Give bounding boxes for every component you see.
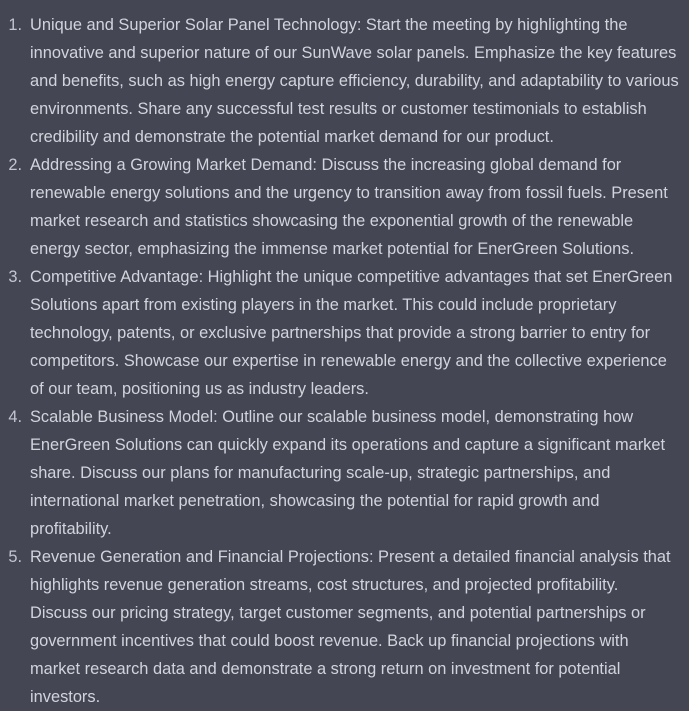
numbered-list [0,11,679,711]
assistant-message [0,11,689,711]
list-item-number: 2. [8,156,22,174]
list-item-text: Addressing a Growing Market Demand: Discuss the increasing global demand for renewable energy solutions and the urgency to transition away from fossil fuels. Present market research and statistics showcasing the exponential growth of the renewable energy sector, emphasizing the immense market potential for EnerGreen Solutions. [30,156,668,258]
list-item [0,151,679,263]
list-item [0,543,679,711]
list-item [0,11,679,151]
list-item-number: 4. [8,408,22,426]
list-item-number: 5. [8,548,22,566]
list-item [0,263,679,403]
list-item [0,403,679,543]
list-item-text: Competitive Advantage: Highlight the unique competitive advantages that set EnerGreen Solutions apart from existing players in the market. This could include proprietary technology, patents, or exclusive partnerships that provide a strong barrier to entry for competitors. Showcase our expertise in renewable energy and the collective experience of our team, positioning us as industry leaders. [30,268,673,398]
list-item-text: Scalable Business Model: Outline our scalable business model, demonstrating how EnerGreen Solutions can quickly expand its operations and capture a significant market share. Discuss our plans for manufacturing scale-up, strategic partnerships, and international market penetration, showcasing the potential for rapid growth and profitability. [30,408,666,538]
list-item-number: 1. [8,16,22,34]
list-item-text: Revenue Generation and Financial Projections: Present a detailed financial analysis that highlights revenue generation streams, cost structures, and projected profitability. Discuss our pricing strategy, target customer segments, and potential partnerships or government incentives that could boost revenue. Back up financial projections with market research data and demonstrate a strong return on investment for potential investors. [30,548,671,706]
list-item-text: Unique and Superior Solar Panel Technology: Start the meeting by highlighting the innovative and superior nature of our SunWave solar panels. Emphasize the key features and benefits, such as high energy capture efficiency, durability, and adaptability to various environments. Share any successful test results or customer testimonials to establish credibility and demonstrate the potential market demand for our product. [30,16,679,146]
list-item-number: 3. [8,268,22,286]
